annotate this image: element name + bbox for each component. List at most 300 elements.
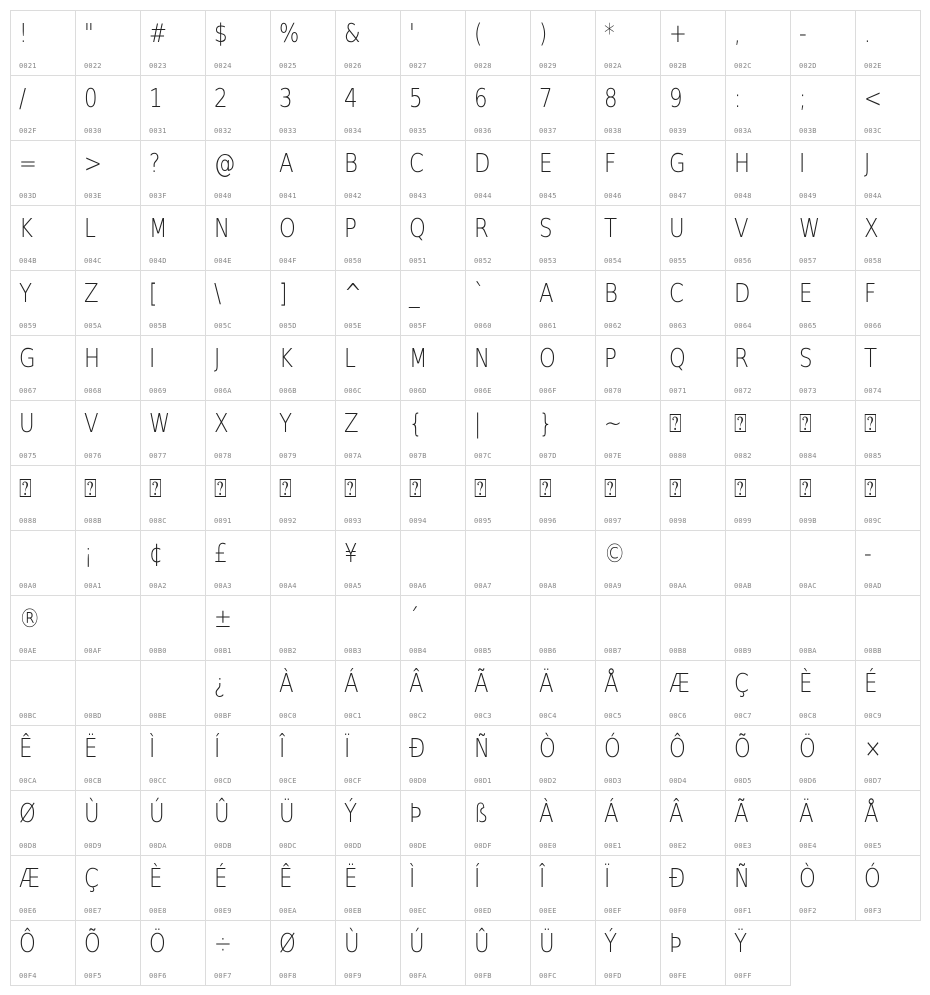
glyph-char: < [864, 84, 882, 114]
glyph-char: Z [344, 409, 359, 439]
glyph-char: Ã [474, 669, 489, 699]
glyph-cell [205, 660, 271, 726]
glyph-codepoint: 0024 [214, 62, 232, 70]
glyph-codepoint: 0042 [344, 192, 362, 200]
glyph-char: Û [474, 929, 490, 959]
glyph-char: Z [84, 279, 99, 309]
glyph-char: ` [474, 279, 485, 309]
glyph-cell [855, 725, 921, 791]
glyph-codepoint: 00D9 [84, 842, 102, 850]
glyph-codepoint: 0048 [734, 192, 752, 200]
glyph-char: N [474, 344, 490, 374]
glyph-char: ¿ [214, 669, 226, 699]
glyph-codepoint: 00A2 [149, 582, 167, 590]
glyph-char: K [19, 214, 33, 244]
glyph-codepoint: 00C0 [279, 712, 297, 720]
glyph-cell [465, 10, 531, 76]
glyph-codepoint: 00E4 [799, 842, 817, 850]
glyph-codepoint: 00D1 [474, 777, 492, 785]
glyph-codepoint: 0053 [539, 257, 557, 265]
glyph-cell [10, 205, 76, 271]
glyph-cell [270, 140, 336, 206]
glyph-codepoint: 00E9 [214, 907, 232, 915]
glyph-char: T [864, 344, 878, 374]
glyph-cell [725, 270, 791, 336]
glyph-codepoint: 00FF [734, 972, 752, 980]
glyph-codepoint: 004F [279, 257, 297, 265]
glyph-cell [790, 270, 856, 336]
glyph-char: _ [409, 279, 420, 309]
glyph-cell [595, 725, 661, 791]
glyph-char: ~ [604, 409, 622, 439]
glyph-cell [270, 855, 336, 921]
glyph-char: Û [214, 799, 230, 829]
glyph-cell [790, 855, 856, 921]
glyph-char: ¡ [84, 539, 93, 569]
glyph-codepoint: 004A [864, 192, 882, 200]
glyph-char: ⍰ [474, 474, 487, 504]
glyph-cell [790, 205, 856, 271]
glyph-codepoint: 00FA [409, 972, 427, 980]
glyph-codepoint: 0063 [669, 322, 687, 330]
glyph-char: Ê [19, 734, 33, 764]
glyph-cell [660, 465, 726, 531]
glyph-cell [75, 920, 141, 986]
glyph-codepoint: 0045 [539, 192, 557, 200]
glyph-codepoint: 00E5 [864, 842, 882, 850]
glyph-cell [660, 855, 726, 921]
glyph-codepoint: 0085 [864, 452, 882, 460]
glyph-cell [140, 790, 206, 856]
glyph-codepoint: 0097 [604, 517, 622, 525]
glyph-cell [10, 855, 76, 921]
glyph-char: ⍰ [279, 474, 292, 504]
glyph-cell [205, 530, 271, 596]
glyph-codepoint: 0051 [409, 257, 427, 265]
glyph-char: 1 [149, 84, 163, 114]
glyph-cell [725, 10, 791, 76]
glyph-codepoint: 005C [214, 322, 232, 330]
glyph-char: Â [669, 799, 684, 829]
glyph-char: É [864, 669, 878, 699]
glyph-char: ⍰ [669, 474, 682, 504]
glyph-cell [530, 530, 596, 596]
glyph-char: M [149, 214, 168, 244]
glyph-char: Õ [734, 734, 751, 764]
glyph-char: A [279, 149, 294, 179]
glyph-cell [790, 335, 856, 401]
glyph-codepoint: 00B6 [539, 647, 557, 655]
glyph-codepoint: 00CD [214, 777, 232, 785]
glyph-codepoint: 0031 [149, 127, 167, 135]
glyph-cell [595, 270, 661, 336]
glyph-char: À [539, 799, 554, 829]
glyph-codepoint: 0036 [474, 127, 492, 135]
glyph-codepoint: 00B1 [214, 647, 232, 655]
glyph-char: Ô [19, 929, 36, 959]
glyph-char: & [344, 19, 361, 49]
glyph-char: . [864, 19, 871, 49]
glyph-codepoint: 0067 [19, 387, 37, 395]
glyph-char: Ï [604, 864, 611, 894]
glyph-cell [725, 400, 791, 466]
glyph-codepoint: 00F2 [799, 907, 817, 915]
glyph-codepoint: 00C8 [799, 712, 817, 720]
glyph-cell [75, 140, 141, 206]
glyph-char: * [604, 19, 615, 49]
glyph-char: F [864, 279, 877, 309]
glyph-cell [335, 595, 401, 661]
glyph-char: Ì [149, 734, 156, 764]
glyph-cell [205, 335, 271, 401]
glyph-cell [75, 855, 141, 921]
glyph-codepoint: 00C3 [474, 712, 492, 720]
glyph-cell [270, 10, 336, 76]
glyph-codepoint: 00C9 [864, 712, 882, 720]
glyph-codepoint: 00F3 [864, 907, 882, 915]
glyph-cell [270, 595, 336, 661]
glyph-codepoint: 00CC [149, 777, 167, 785]
glyph-codepoint: 00D3 [604, 777, 622, 785]
glyph-codepoint: 0037 [539, 127, 557, 135]
glyph-char: L [344, 344, 356, 374]
glyph-cell [75, 400, 141, 466]
glyph-char: Ñ [734, 864, 750, 894]
glyph-codepoint: 0071 [669, 387, 687, 395]
glyph-codepoint: 0025 [279, 62, 297, 70]
glyph-char: Ì [409, 864, 416, 894]
glyph-char: V [734, 214, 749, 244]
glyph-char: X [214, 409, 229, 439]
glyph-char: Ú [149, 799, 165, 829]
glyph-codepoint: 00BB [864, 647, 882, 655]
glyph-cell [205, 595, 271, 661]
glyph-codepoint: 0028 [474, 62, 492, 70]
glyph-char: Ú [409, 929, 425, 959]
glyph-codepoint: 0068 [84, 387, 102, 395]
glyph-char: ^ [344, 279, 362, 309]
glyph-char: ⍰ [19, 474, 32, 504]
glyph-cell [660, 270, 726, 336]
glyph-codepoint: 002C [734, 62, 752, 70]
glyph-cell [595, 920, 661, 986]
glyph-cell [530, 270, 596, 336]
glyph-char: 2 [214, 84, 228, 114]
glyph-char: - [799, 19, 807, 49]
glyph-codepoint: 0046 [604, 192, 622, 200]
glyph-char: ] [279, 279, 288, 309]
glyph-cell [10, 400, 76, 466]
glyph-char: N [214, 214, 230, 244]
glyph-char: ⍰ [344, 474, 357, 504]
glyph-char: ⍰ [604, 474, 617, 504]
glyph-char: ± [214, 604, 232, 634]
glyph-cell [205, 725, 271, 791]
glyph-char: - [864, 539, 872, 569]
glyph-cell [140, 140, 206, 206]
glyph-char: Æ [19, 864, 40, 894]
glyph-char: ⍰ [409, 474, 422, 504]
glyph-char: È [799, 669, 813, 699]
glyph-cell [205, 855, 271, 921]
glyph-cell [75, 530, 141, 596]
glyph-codepoint: 00C1 [344, 712, 362, 720]
glyph-cell [855, 335, 921, 401]
glyph-codepoint: 00A9 [604, 582, 622, 590]
glyph-char: Å [864, 799, 879, 829]
glyph-char: H [84, 344, 101, 374]
glyph-char: Î [279, 734, 286, 764]
glyph-codepoint: 002D [799, 62, 817, 70]
glyph-cell [790, 465, 856, 531]
glyph-char: @ [214, 149, 236, 179]
glyph-cell [140, 855, 206, 921]
glyph-cell [660, 205, 726, 271]
glyph-codepoint: 0044 [474, 192, 492, 200]
glyph-cell [465, 140, 531, 206]
glyph-codepoint: 00C7 [734, 712, 752, 720]
glyph-char: E [539, 149, 553, 179]
glyph-codepoint: 0091 [214, 517, 232, 525]
glyph-char: Ô [669, 734, 686, 764]
glyph-cell [205, 270, 271, 336]
glyph-codepoint: 0027 [409, 62, 427, 70]
glyph-codepoint: 006B [279, 387, 297, 395]
glyph-codepoint: 0092 [279, 517, 297, 525]
glyph-cell [400, 920, 466, 986]
glyph-cell [335, 725, 401, 791]
glyph-cell [10, 465, 76, 531]
glyph-codepoint: 00E7 [84, 907, 102, 915]
glyph-cell [270, 400, 336, 466]
glyph-char: O [279, 214, 296, 244]
glyph-cell [140, 270, 206, 336]
glyph-codepoint: 00B5 [474, 647, 492, 655]
glyph-cell [790, 10, 856, 76]
glyph-cell [790, 400, 856, 466]
glyph-cell [140, 10, 206, 76]
glyph-cell [270, 530, 336, 596]
glyph-cell [595, 855, 661, 921]
glyph-cell [270, 270, 336, 336]
glyph-codepoint: 00F5 [84, 972, 102, 980]
glyph-cell [140, 530, 206, 596]
glyph-codepoint: 00FC [539, 972, 557, 980]
glyph-char: Å [604, 669, 619, 699]
glyph-codepoint: 00EA [279, 907, 297, 915]
glyph-codepoint: 00BF [214, 712, 232, 720]
glyph-char: ¢ [149, 539, 163, 569]
glyph-codepoint: 0049 [799, 192, 817, 200]
glyph-codepoint: 002A [604, 62, 622, 70]
glyph-codepoint: 00C4 [539, 712, 557, 720]
glyph-codepoint: 00AD [864, 582, 882, 590]
glyph-cell [270, 205, 336, 271]
glyph-codepoint: 004B [19, 257, 37, 265]
glyph-char: B [604, 279, 618, 309]
glyph-codepoint: 00D0 [409, 777, 427, 785]
glyph-cell [10, 790, 76, 856]
glyph-cell [335, 75, 401, 141]
glyph-char: E [799, 279, 813, 309]
glyph-codepoint: 00A6 [409, 582, 427, 590]
glyph-cell [790, 140, 856, 206]
glyph-cell [855, 465, 921, 531]
glyph-codepoint: 00BA [799, 647, 817, 655]
glyph-cell [530, 595, 596, 661]
glyph-char: X [864, 214, 879, 244]
glyph-cell [270, 75, 336, 141]
glyph-char: À [279, 669, 294, 699]
glyph-codepoint: 008C [149, 517, 167, 525]
glyph-codepoint: 00C5 [604, 712, 622, 720]
glyph-codepoint: 00CE [279, 777, 297, 785]
glyph-char: / [19, 84, 27, 114]
glyph-codepoint: 00DF [474, 842, 492, 850]
glyph-codepoint: 0059 [19, 322, 37, 330]
glyph-cell [465, 205, 531, 271]
glyph-cell [790, 725, 856, 791]
glyph-codepoint: 00F7 [214, 972, 232, 980]
glyph-cell [465, 595, 531, 661]
glyph-codepoint: 00E8 [149, 907, 167, 915]
glyph-char: T [604, 214, 618, 244]
glyph-codepoint: 009B [799, 517, 817, 525]
glyph-char: 7 [539, 84, 553, 114]
glyph-char: ¥ [344, 539, 358, 569]
glyph-codepoint: 009C [864, 517, 882, 525]
glyph-codepoint: 00B7 [604, 647, 622, 655]
glyph-char: ; [799, 84, 807, 114]
glyph-cell [855, 530, 921, 596]
glyph-char: = [19, 149, 37, 179]
glyph-cell [270, 790, 336, 856]
glyph-codepoint: 0023 [149, 62, 167, 70]
glyph-char: ) [539, 19, 548, 49]
glyph-char: > [84, 149, 102, 179]
glyph-codepoint: 00E0 [539, 842, 557, 850]
glyph-cell [530, 790, 596, 856]
glyph-char: 0 [84, 84, 98, 114]
glyph-cell [400, 530, 466, 596]
glyph-char: $ [214, 19, 228, 49]
glyph-codepoint: 0057 [799, 257, 817, 265]
glyph-char: Đ [669, 864, 686, 894]
glyph-codepoint: 00B0 [149, 647, 167, 655]
glyph-char: ⍰ [864, 409, 877, 439]
glyph-codepoint: 00A5 [344, 582, 362, 590]
glyph-codepoint: 0082 [734, 452, 752, 460]
glyph-codepoint: 0047 [669, 192, 687, 200]
glyph-char: O [539, 344, 556, 374]
glyph-codepoint: 00E2 [669, 842, 687, 850]
glyph-char: H [734, 149, 751, 179]
glyph-codepoint: 0035 [409, 127, 427, 135]
glyph-char: M [409, 344, 428, 374]
glyph-cell [75, 10, 141, 76]
glyph-char: I [149, 344, 156, 374]
glyph-codepoint: 0054 [604, 257, 622, 265]
glyph-cell [10, 725, 76, 791]
glyph-cell [725, 790, 791, 856]
glyph-char: ⍰ [149, 474, 162, 504]
glyph-codepoint: 0069 [149, 387, 167, 395]
glyph-cell [465, 920, 531, 986]
glyph-cell [855, 10, 921, 76]
glyph-char: Á [344, 669, 359, 699]
glyph-char: Ò [799, 864, 816, 894]
glyph-cell [335, 335, 401, 401]
glyph-cell [465, 270, 531, 336]
glyph-codepoint: 0099 [734, 517, 752, 525]
glyph-cell [465, 465, 531, 531]
glyph-cell [335, 530, 401, 596]
glyph-cell [725, 335, 791, 401]
glyph-cell [530, 855, 596, 921]
glyph-cell [10, 270, 76, 336]
glyph-cell [400, 205, 466, 271]
glyph-char: Q [669, 344, 686, 374]
glyph-codepoint: 006A [214, 387, 232, 395]
glyph-cell [205, 790, 271, 856]
glyph-char: Î [539, 864, 546, 894]
glyph-codepoint: 003D [19, 192, 37, 200]
glyph-codepoint: 00DB [214, 842, 232, 850]
glyph-codepoint: 0073 [799, 387, 817, 395]
glyph-codepoint: 00EF [604, 907, 622, 915]
glyph-cell [790, 595, 856, 661]
glyph-codepoint: 00B2 [279, 647, 297, 655]
glyph-cell [595, 335, 661, 401]
glyph-codepoint: 003A [734, 127, 752, 135]
glyph-codepoint: 005D [279, 322, 297, 330]
glyph-codepoint: 00F9 [344, 972, 362, 980]
glyph-codepoint: 0043 [409, 192, 427, 200]
glyph-cell [10, 660, 76, 726]
glyph-cell [335, 205, 401, 271]
glyph-cell [205, 205, 271, 271]
glyph-char: C [409, 149, 424, 179]
glyph-codepoint: 00EE [539, 907, 557, 915]
glyph-char: S [799, 344, 813, 374]
glyph-char: ⍰ [734, 474, 747, 504]
glyph-codepoint: 0058 [864, 257, 882, 265]
glyph-codepoint: 00BC [19, 712, 37, 720]
glyph-cell [400, 595, 466, 661]
glyph-cell [335, 790, 401, 856]
glyph-codepoint: 00FB [474, 972, 492, 980]
glyph-codepoint: 00B8 [669, 647, 687, 655]
glyph-char: ⍰ [864, 474, 877, 504]
glyph-codepoint: 0094 [409, 517, 427, 525]
glyph-cell [530, 725, 596, 791]
glyph-cell [855, 595, 921, 661]
glyph-char: W [149, 409, 171, 439]
glyph-char: × [864, 734, 882, 764]
glyph-codepoint: 004E [214, 257, 232, 265]
glyph-codepoint: 00CA [19, 777, 37, 785]
glyph-codepoint: 006D [409, 387, 427, 395]
glyph-cell [725, 920, 791, 986]
glyph-codepoint: 00A1 [84, 582, 102, 590]
glyph-codepoint: 00F1 [734, 907, 752, 915]
glyph-char: : [734, 84, 742, 114]
glyph-char: Í [214, 734, 221, 764]
glyph-cell [725, 140, 791, 206]
glyph-codepoint: 005F [409, 322, 427, 330]
glyph-codepoint: 00CF [344, 777, 362, 785]
glyph-cell [465, 75, 531, 141]
